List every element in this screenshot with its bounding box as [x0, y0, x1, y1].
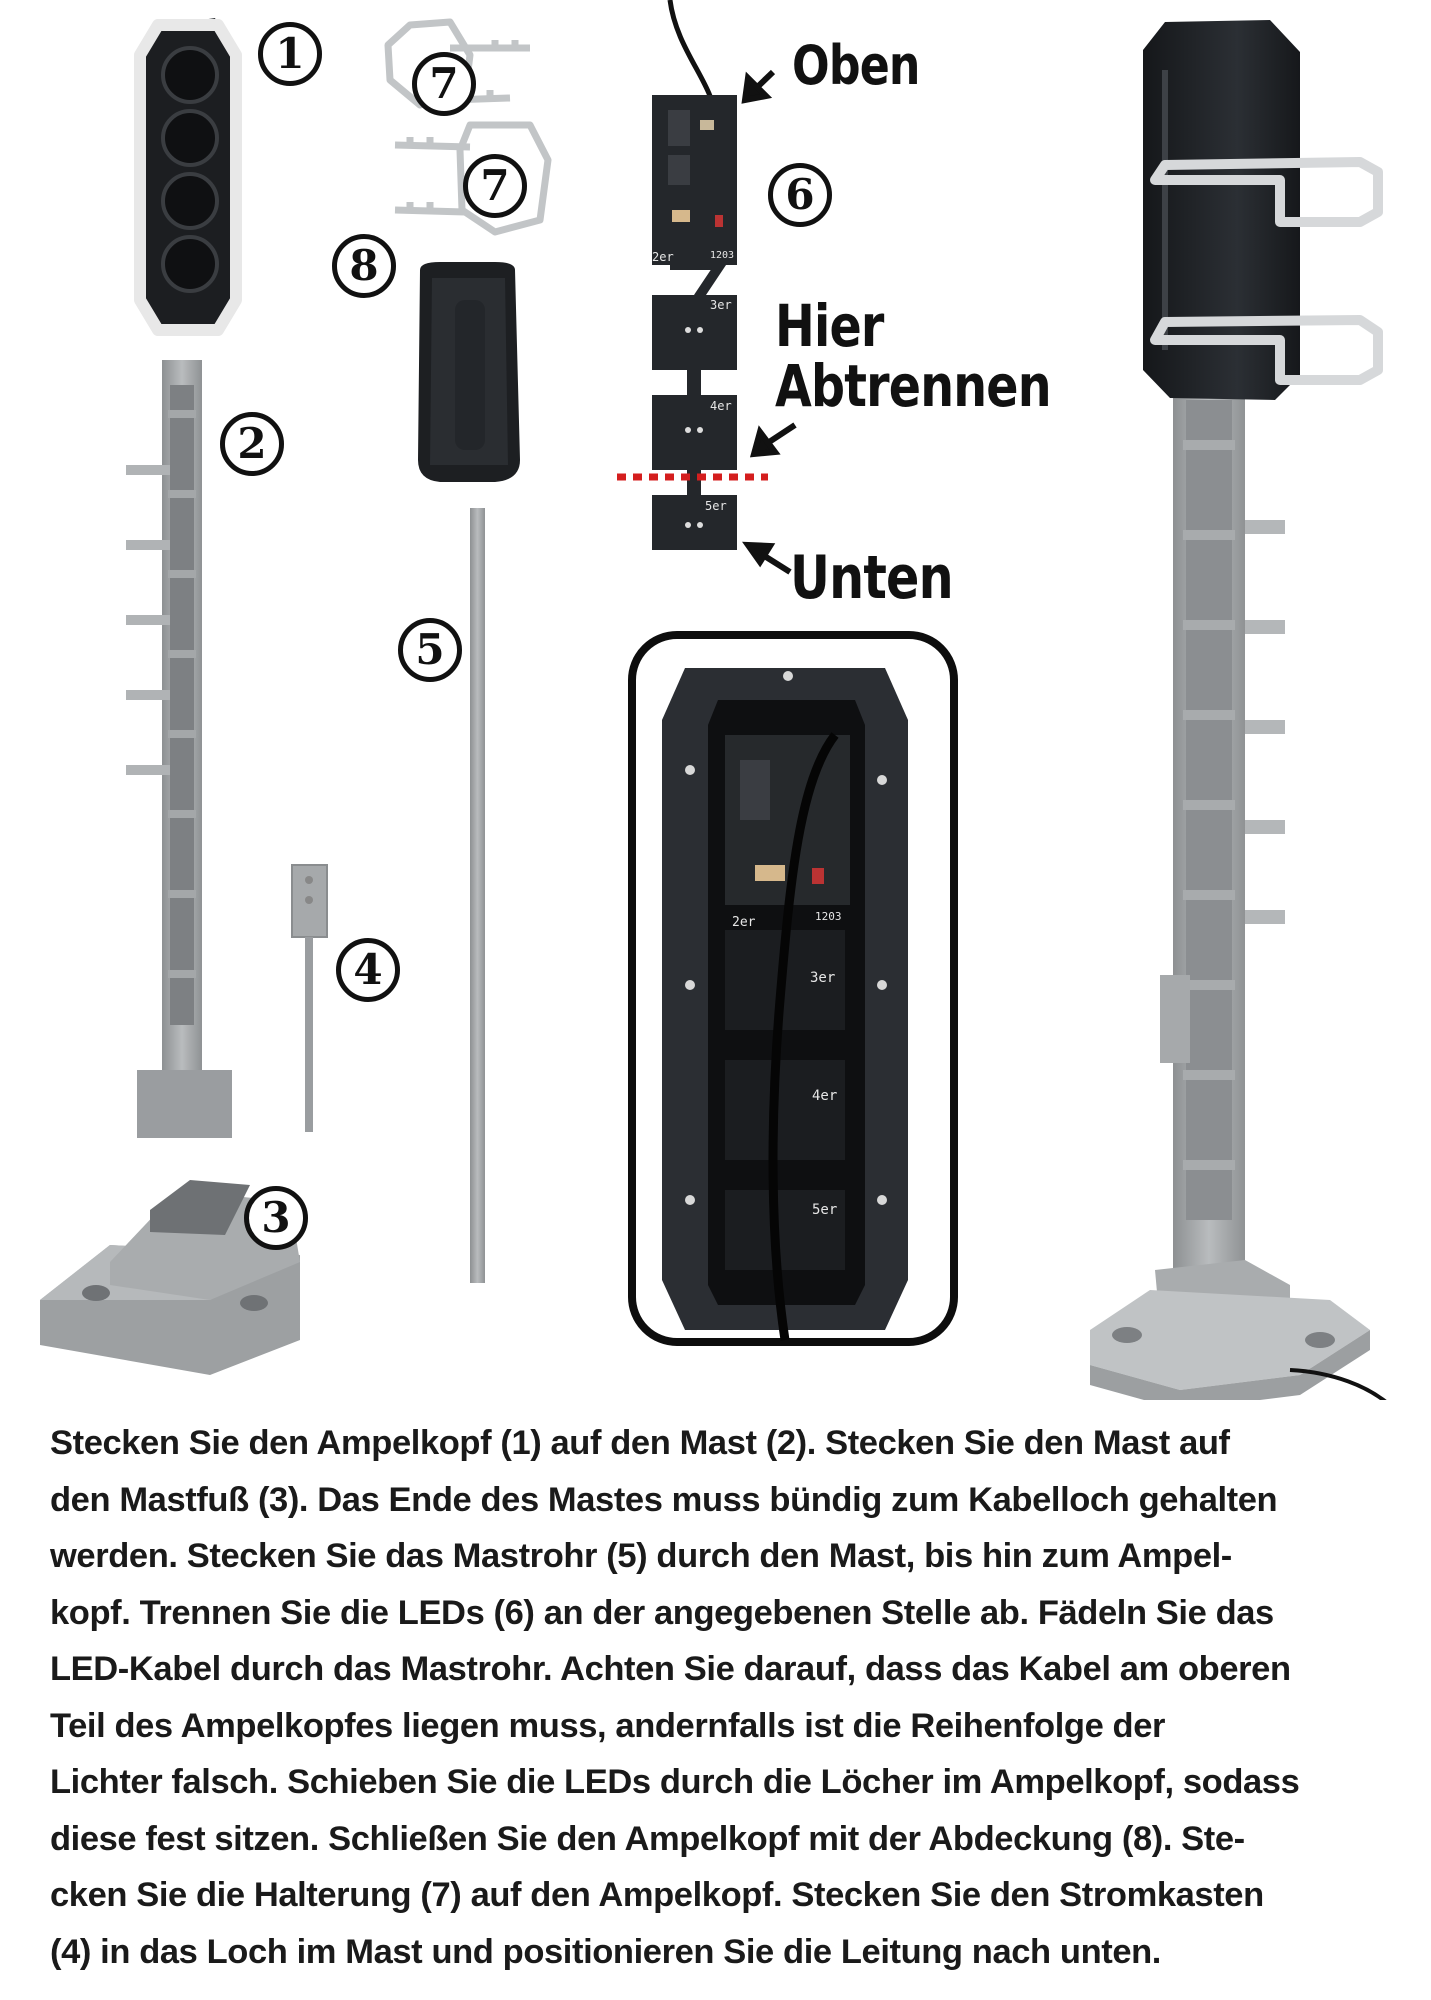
mast-part-2 — [126, 360, 232, 1138]
assembled-signal — [1090, 20, 1395, 1400]
instruction-line: Teil des Ampelkopfes liegen muss, andernfalls ist die Reihenfolge der — [50, 1706, 1166, 1745]
instruction-line: cken Sie die Halterung (7) auf den Ampelkopf. Stecken Sie den Stromkasten — [50, 1876, 1264, 1914]
part-marker-8: 8 — [332, 234, 396, 298]
part-marker-4: 4 — [336, 938, 400, 1002]
instruction-line: werden. Stecken Sie das Mastrohr (5) durch den Mast, bis hin zum Ampel- — [50, 1537, 1232, 1575]
pcb-label-section-4: 4er — [710, 399, 732, 413]
part-marker-3: 3 — [244, 1186, 308, 1250]
inset-label-section-5: 5er — [812, 1202, 838, 1218]
power-box-part-4 — [292, 865, 327, 1132]
mast-tube-part-5 — [470, 508, 485, 1283]
callout-top: Oben — [792, 34, 920, 97]
part-marker-7-top: 7 — [412, 52, 476, 116]
pcb-label-top-section: 2er — [652, 250, 674, 264]
inset-label-section-4: 4er — [812, 1088, 838, 1104]
led-strip-part-6 — [652, 0, 737, 550]
signal-head-part-1 — [138, 18, 236, 336]
part-marker-2: 2 — [220, 412, 284, 476]
callout-bottom: Unten — [790, 543, 953, 613]
part-marker-7-bottom: 7 — [463, 154, 527, 218]
inset-label-section-3: 3er — [810, 970, 836, 986]
instruction-line: LED-Kabel durch das Mastrohr. Achten Sie darauf, dass das Kabel am oberen — [50, 1650, 1291, 1688]
instruction-line: kopf. Trennen Sie die LEDs (6) an der angegebenen Stelle ab. Fädeln Sie das — [50, 1593, 1274, 1632]
part-marker-5: 5 — [398, 618, 462, 682]
assembled-head-inset — [632, 635, 954, 1342]
cover-part-8 — [418, 262, 520, 482]
instruction-line: diese fest sitzen. Schließen Sie den Ampelkopf mit der Abdeckung (8). Ste- — [50, 1819, 1245, 1858]
callout-cut-line-2: Abtrennen — [775, 352, 1051, 420]
instruction-line: Lichter falsch. Schieben Sie die LEDs durch die Löcher im Ampelkopf, sodass — [50, 1763, 1300, 1801]
inset-label-chip: 1203 — [815, 910, 842, 923]
callout-cut-line-1: Hier — [775, 292, 884, 360]
pcb-label-section-5: 5er — [705, 499, 727, 513]
pcb-label-chip: 1203 — [710, 250, 735, 261]
inset-label-top-section: 2er — [732, 915, 756, 930]
assembly-instructions — [50, 1415, 1400, 1980]
instruction-line: Stecken Sie den Ampelkopf (1) auf den Mast (2). Stecken Sie den Mast auf — [50, 1424, 1230, 1462]
instruction-line: den Mastfuß (3). Das Ende des Mastes muss bündig zum Kabelloch gehalten — [50, 1480, 1278, 1519]
instruction-line: (4) in das Loch im Mast und positionieren Sie die Leitung nach unten. — [50, 1932, 1161, 1971]
pcb-label-section-3: 3er — [710, 298, 732, 312]
part-marker-6: 6 — [768, 163, 832, 227]
part-marker-1: 1 — [258, 22, 322, 86]
